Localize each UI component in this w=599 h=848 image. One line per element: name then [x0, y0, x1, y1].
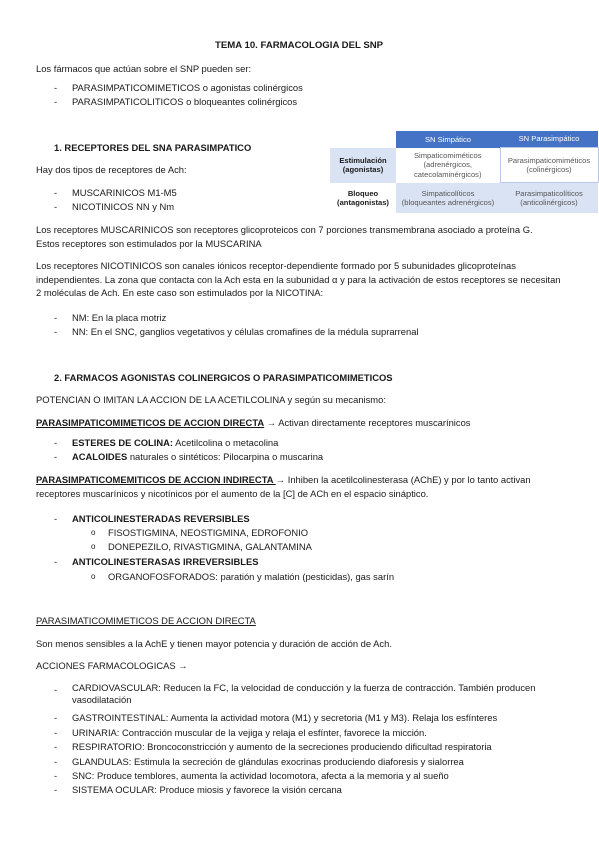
table-row-head-bloqueo: Bloqueo (antagonistas): [330, 183, 396, 214]
bullet-dash: -: [54, 451, 58, 462]
bullet-dash: -: [54, 556, 58, 567]
reversible-item: FISOSTIGMINA, NEOSTIGMINA, EDROFONIO: [108, 527, 309, 538]
section-heading: 2. FARMACOS AGONISTAS COLINERGICOS O PARASIMPATICOMIMETICOS: [54, 372, 393, 383]
arrow-right-icon: →: [266, 417, 277, 428]
bullet-circle: o: [91, 528, 96, 537]
indirect-action-label: PARASIMPATICOMEMITICOS DE ACCION INDIRECTA: [36, 474, 276, 485]
bullet-dash: -: [54, 187, 58, 198]
bullet-circle: o: [91, 542, 96, 551]
irreversible-label: ANTICOLINESTERASAS IRREVERSIBLES: [72, 556, 259, 567]
reversible-label: ANTICOLINESTERADAS REVERSIBLES: [72, 513, 250, 524]
action-item: SNC: Produce temblores, aumenta la actividad locomotora, afecta a la memoria y al sueño: [72, 770, 449, 781]
bullet-dash: -: [54, 96, 58, 107]
intro-list-item: PARASIMPATICOLITICOS o bloqueantes colinérgicos: [72, 96, 298, 107]
paragraph: Los receptores MUSCARINICOS son receptores glicoproteicos con 7 porciones transmembrana asociado a proteína G. Estos receptores son estimulados por la MUSCARINA: [36, 224, 533, 249]
section-intro: POTENCIAN O IMITAN LA ACCION DE LA ACETILCOLINA y según su mecanismo:: [36, 394, 386, 405]
reversible-item: DONEPEZILO, RIVASTIGMINA, GALANTAMINA: [108, 541, 312, 552]
paragraph: Los receptores NICOTINICOS son canales iónicos receptor-dependiente formado por 5 subunidades glicoproteínas independientes. La zona que contacta con la Ach esta en la subunidad α y para la activación de estos receptores se necesitan 2 moléculas de Ach. En este caso son estimulados por la NICOTINA:: [36, 260, 561, 299]
bullet-dash: -: [54, 437, 58, 448]
bullet-dash: -: [54, 513, 58, 524]
bullet-dash: -: [54, 312, 58, 323]
action-item: URINARIA: Contracción muscular de la vejiga y relaja el esfínter, favorece la micción.: [72, 727, 427, 738]
direct-action-text: Activan directamente receptores muscarínicos: [276, 417, 471, 428]
bullet-dash: -: [54, 727, 58, 738]
nicotinic-list-item: NM: En la placa motriz: [72, 312, 167, 323]
action-item: CARDIOVASCULAR: Reducen la FC, la velocidad de conducción y la fuerza de contracción. También producen vasodilatación: [72, 682, 536, 706]
direct-action-label: PARASIMPATICOMIMETICOS DE ACCION DIRECTA: [36, 417, 265, 428]
table-corner: [330, 131, 396, 148]
table-header-parasimpatico: SN Parasimpático: [500, 131, 598, 148]
irreversible-item: ORGANOFOSFORADOS: paratión y malatión (pesticidas), gas sarín: [108, 571, 395, 582]
table-cell: Simpaticolíticos (bloqueantes adrenérgicos): [396, 183, 500, 214]
table-row-head-estimulacion: Estimulación (agonistas): [330, 148, 396, 183]
arrow-right-icon: →: [275, 474, 286, 485]
table-header-simpatico: SN Simpático: [396, 131, 500, 148]
section-heading: 1. RECEPTORES DEL SNA PARASIMPATICO: [54, 142, 252, 153]
bullet-dash: -: [54, 770, 58, 781]
indirect-action-paragraph: [36, 473, 561, 500]
bullet-dash: -: [54, 712, 58, 723]
action-item: GASTROINTESTINAL: Aumenta la actividad motora (M1) y secretoria (M1 y M3). Relaja los esfínteres: [72, 712, 498, 723]
direct-list-item: ACALOIDES naturales o sintéticos: Pilocarpina o muscarina: [72, 451, 324, 462]
table-cell: Parasimpaticomiméticos (colinérgicos): [500, 148, 598, 183]
nicotinic-list-item: NN: En el SNC, ganglios vegetativos y células cromafines de la médula suprarrenal: [72, 326, 419, 337]
direct-list-item: ESTERES DE COLINA: Acetilcolina o metacolina: [72, 437, 279, 448]
action-item: RESPIRATORIO: Broncoconstricción y aumento de la secreciones produciendo dificultad respiratoria: [72, 741, 492, 752]
bullet-dash: -: [54, 201, 58, 212]
bullet-dash: -: [54, 756, 58, 767]
section-heading: PARASIMATICOMIMETICOS DE ACCION DIRECTA: [36, 615, 256, 626]
section-intro: Son menos sensibles a la AchE y tienen mayor potencia y duración de acción de Ach.: [36, 638, 392, 649]
receptor-list-item: MUSCARINICOS M1-M5: [72, 187, 177, 198]
section-intro: Hay dos tipos de receptores de Ach:: [36, 164, 187, 175]
bullet-dash: -: [54, 82, 58, 93]
action-item: GLANDULAS: Estimula la secreción de glándulas exocrinas produciendo diaforesis y sialorrea: [72, 756, 464, 767]
bullet-circle: o: [91, 572, 96, 581]
page-title: TEMA 10. FARMACOLOGIA DEL SNP: [215, 40, 384, 51]
receptor-list-item: NICOTINICOS NN y Nm: [72, 201, 175, 212]
intro-text: Los fármacos que actúan sobre el SNP pueden ser:: [36, 63, 252, 74]
indirect-action-text: Inhiben la acetilcolinesterasa (AChE) y por lo tanto activan receptores muscarínicos y nicotínicos por el aumento de la [C] de ACh en el espacio sináptico.: [36, 474, 531, 499]
table-cell: Simpaticomiméticos (adrenérgicos, catecolaminérgicos): [396, 148, 500, 183]
direct-action-line: [36, 417, 470, 429]
bullet-dash: -: [54, 741, 58, 752]
actions-label-line: ACCIONES FARMACOLOGICAS →: [36, 660, 188, 671]
table-cell: Parasimpaticolíticos (anticolinérgicos): [500, 183, 598, 214]
bullet-dash: -: [54, 684, 58, 695]
bullet-dash: -: [54, 326, 58, 337]
arrow-right-icon: →: [178, 660, 188, 671]
snp-comparison-table: [330, 131, 599, 213]
bullet-dash: -: [54, 784, 58, 795]
action-item: SISTEMA OCULAR: Produce miosis y favorece la visión cercana: [72, 784, 342, 795]
intro-list-item: PARASIMPATICOMIMETICOS o agonistas colinérgicos: [72, 82, 303, 93]
